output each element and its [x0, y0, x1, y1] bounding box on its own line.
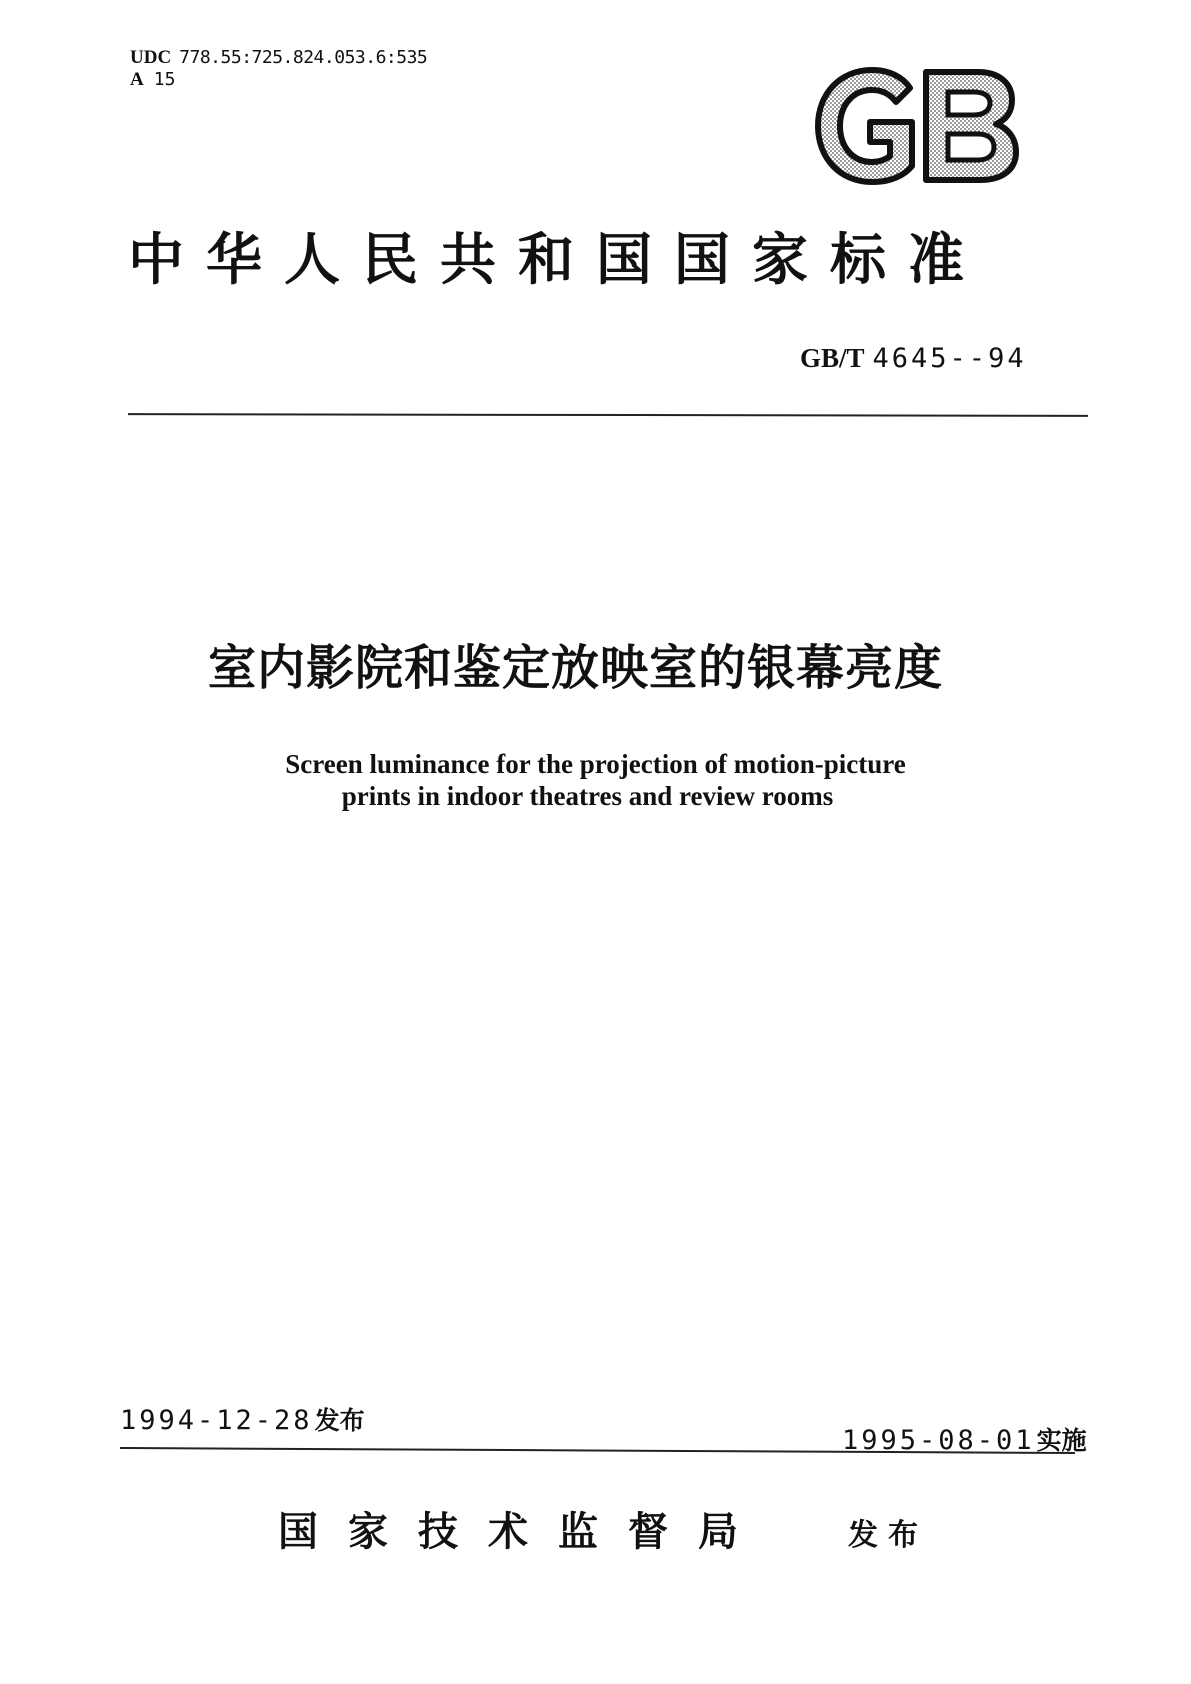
udc-value: 778.55:725.824.053.6:535 [179, 47, 428, 68]
implementation-date-suffix: 实施 [1036, 1426, 1087, 1455]
standard-prefix: GB/T [800, 343, 865, 373]
standard-code: 4645--94 [872, 343, 1027, 374]
issuing-authority: 国家技术监督局 [278, 1508, 768, 1555]
title-chinese-container [0, 640, 1191, 696]
standard-number [800, 342, 1027, 375]
header-divider [128, 413, 1088, 417]
udc-label: UDC [130, 47, 172, 68]
class-value: 15 [153, 69, 176, 90]
title-english [0, 748, 1191, 812]
udc-classification [130, 46, 427, 69]
title-english-line-2: prints in indoor theatres and review rooms [341, 781, 834, 811]
class-label: A [130, 69, 144, 90]
issue-date-value: 1994-12-28 [120, 1405, 313, 1436]
national-standard-heading: 中华人民共和国国家标准 [128, 227, 986, 293]
title-english-line-1: Screen luminance for the projection of motion-picture [285, 749, 906, 779]
title-chinese: 室内影院和鉴定放映室的银幕亮度 [207, 640, 943, 696]
issue-date [120, 1405, 365, 1437]
gb-logo [810, 66, 1020, 186]
implementation-date-value: 1995-08-01 [842, 1425, 1035, 1456]
chinese-classification [130, 68, 175, 91]
issuing-action: 发布 [848, 1518, 928, 1553]
issue-date-suffix: 发布 [314, 1406, 365, 1435]
